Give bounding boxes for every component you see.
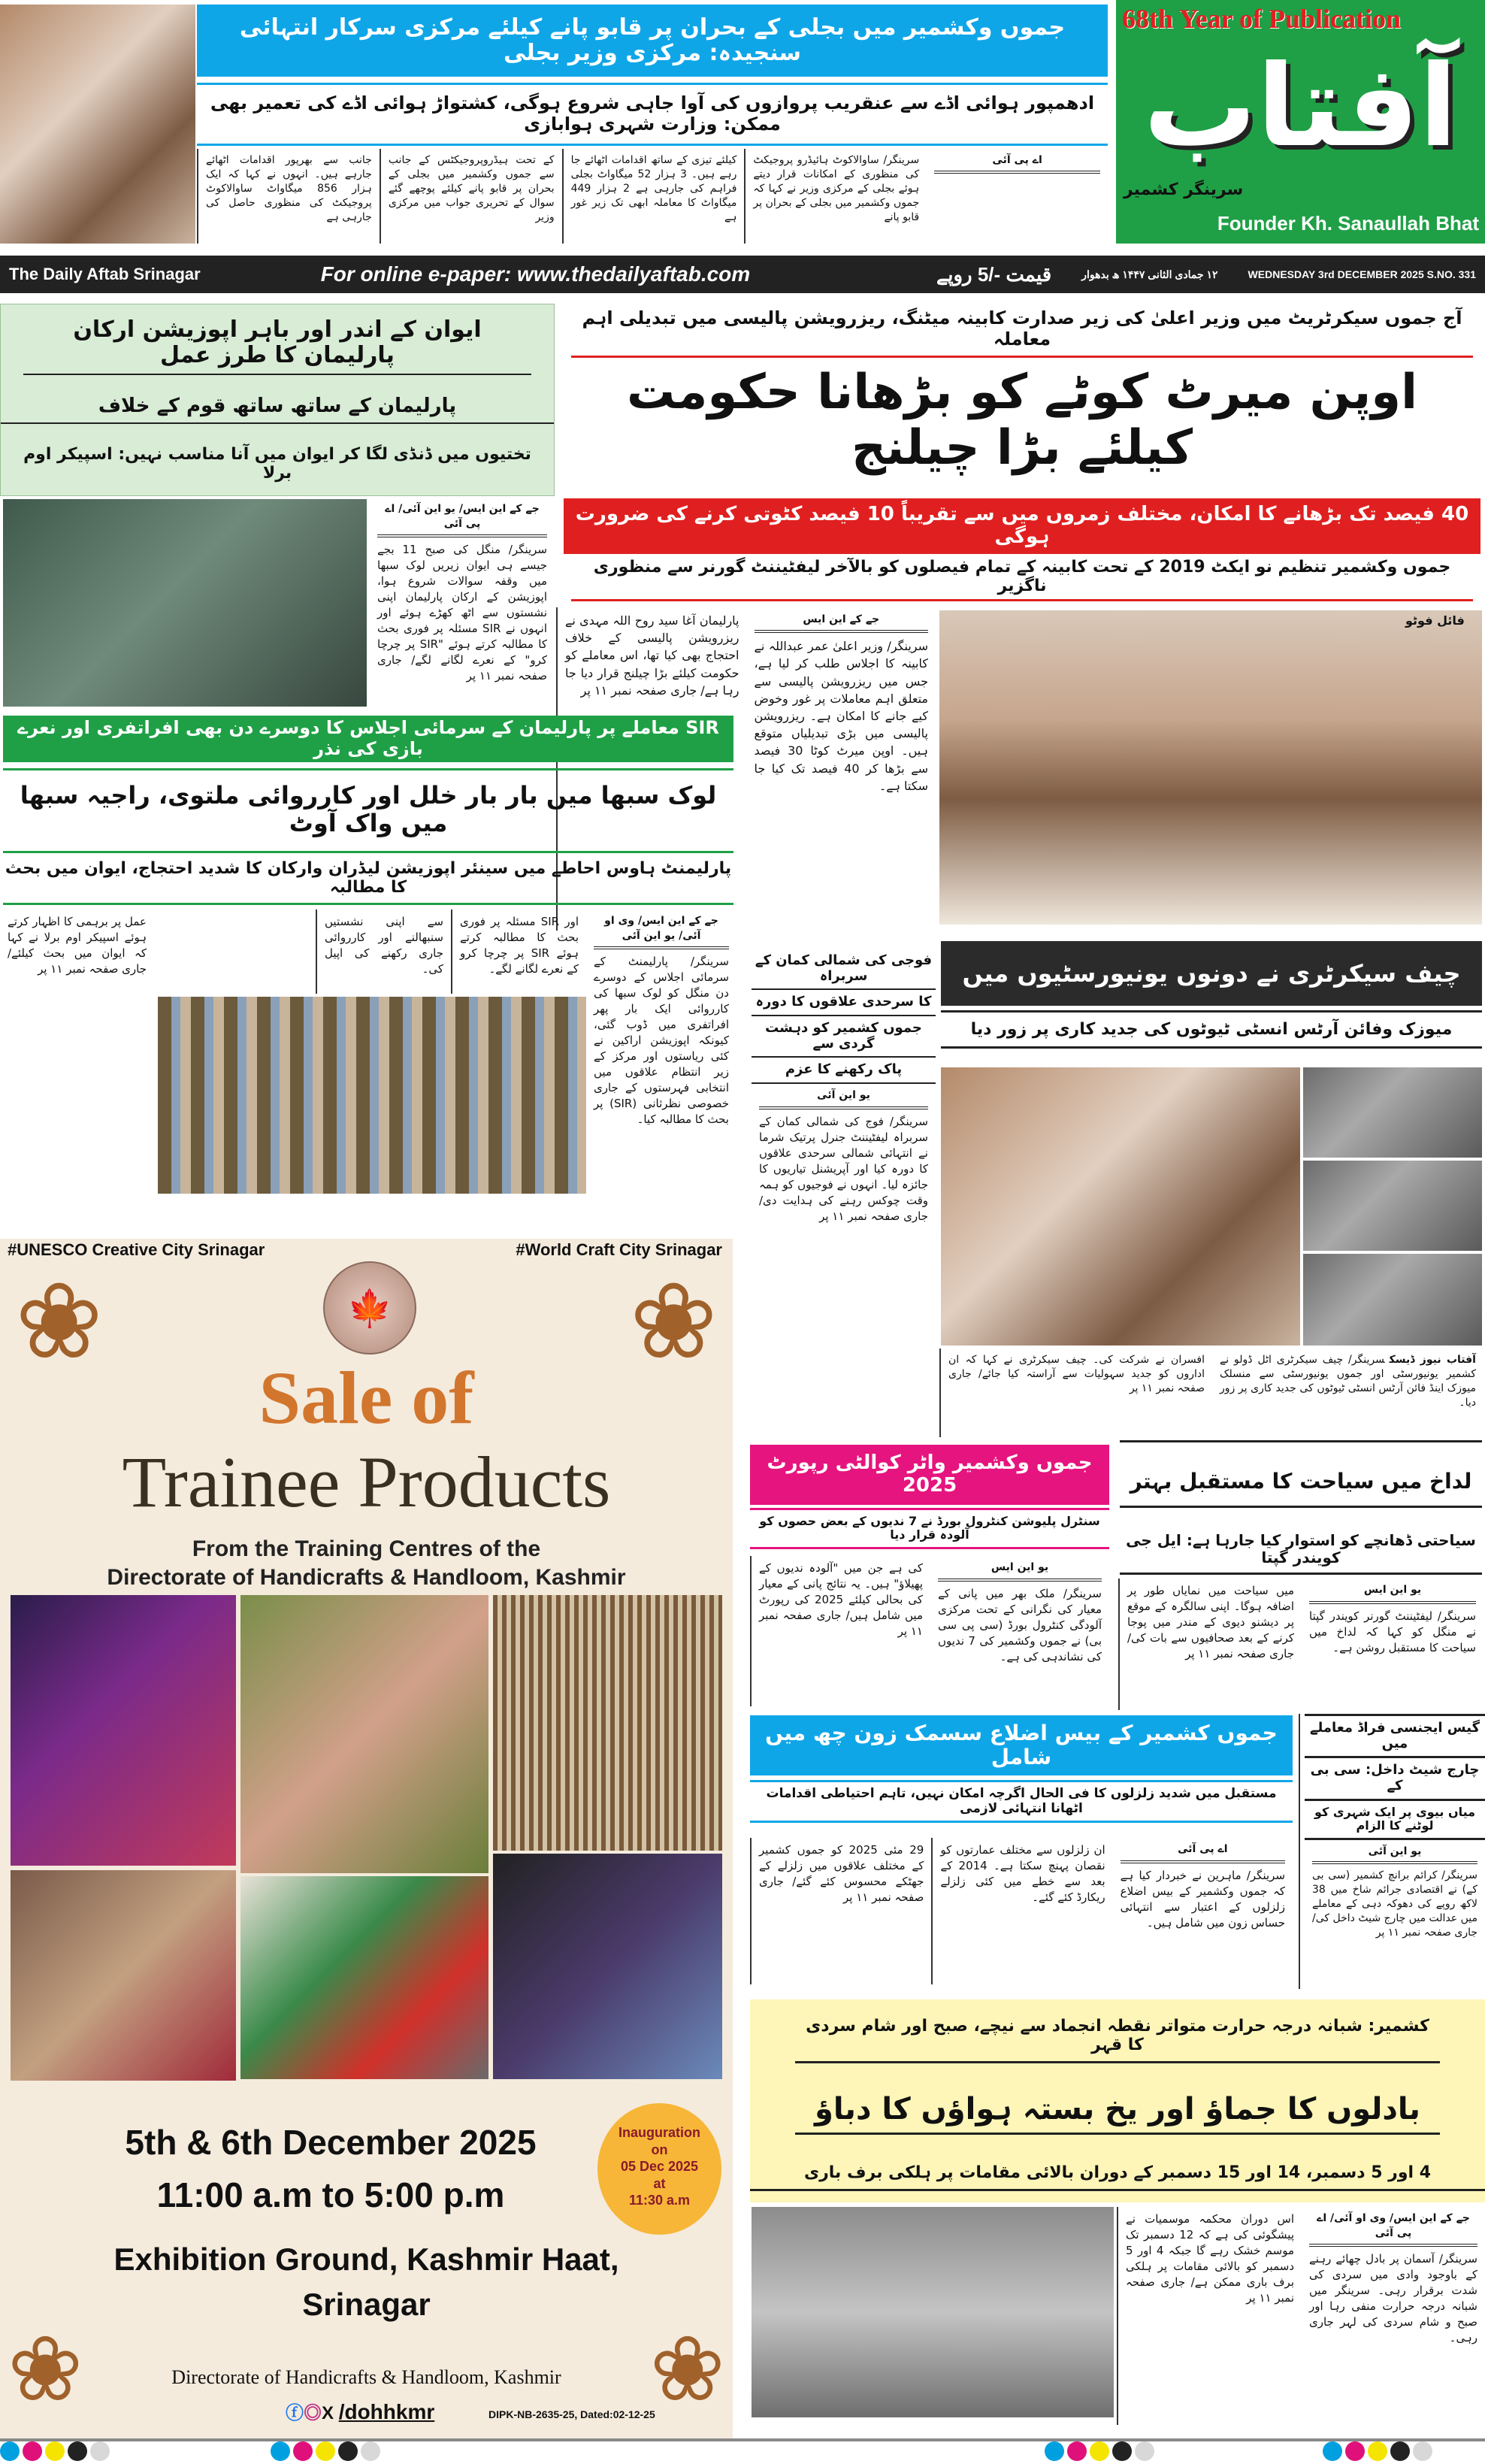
ad-from-line: From the Training Centres of the [192,1536,541,1561]
article-column: اس دوران محکمہ موسمیات نے پیشگوئی کی ہے کہ 12 دسمبر تک موسم خشک رہے گا جبکہ 4 اور 5 دسمبر کو بالائی مقامات پر ہلکی برف باری ممکن ہے/ جاری صفحہ نمبر ۱۱ پر [1117,2207,1302,2425]
cabinet-photo [939,610,1482,925]
social-handle: /dohhkmr [338,2400,435,2423]
social-icons [286,2399,434,2425]
flower-ornament-icon: ❀ [15,1262,104,1380]
registration-dot [45,2441,65,2461]
cs-meeting-photo-2 [1303,1067,1482,1158]
article-column: آفتاب نیوز ڈیسکسرینگر/ چیف سیکرٹری اٹل ڈولو نے کشمیر یونیورسٹی اور جموں یونیورسٹی سے منسلک میوزک اینڈ فائن آرٹس انسٹی ٹیوٹوں کی جدید کاری پر زور دیا۔ [1220,1354,1476,1409]
registration-dot [90,2441,110,2461]
parliament-story [0,304,555,496]
sir-green-bar: SIR معاملے پر پارلیمان کے سرمائی اجلاس کا دوسرے دن بھی افراتفری اور نعرے بازی کی نذر [3,716,733,762]
article-column: اے پی آئی سرینگر/ ماہرین نے خبردار کیا ہے کہ جموں وکشمیر کے بیس اضلاع زلزلوں کے اعتبار سے انتہائی حساس زون میں شامل ہیں۔ [1120,1843,1285,1930]
ad-hashtag: #UNESCO Creative City Srinagar [8,1240,265,1259]
cs-meeting-photo-3 [1303,1161,1482,1251]
registration-dot [293,2441,313,2461]
masthead-logo: آفتاب [1143,41,1458,172]
ad-title-1: Sale of [259,1356,474,1439]
article-column: کے تحت ہیڈروپروجیکٹس کے جانب سے جموں وکشمیر میں بجلی کے بحران پر قابو پانے کیلئے پوچھے گئے سوال کے تحریری جواب میں مرکزی وزیر [380,149,562,244]
ladakh-subheadline: سیاحتی ڈھانچے کو استوار کیا جارہا ہے: ایل جی کویندر گپتا [1120,1526,1482,1575]
top-subheadline: ادھمپور ہوائی اڈے سے عنقریب پروازوں کی آوا جاہی شروع ہوگی، کشتواڑ ہوائی اڈے کی تعمیر بھی ممکن: وزارت شہری ہوابازی [197,83,1108,146]
event-venue: Exhibition Ground, Kashmir Haat, [113,2242,619,2277]
speaker-photo [3,499,367,707]
subheadline: پارلیمان کے ساتھ ساتھ قوم کے خلاف [1,391,554,424]
article-column: 29 مئی 2025 کو جموں کشمیر کے مختلف علاقوں میں زلزلے کے جھٹکے محسوس کئے گئے/ جاری صفحہ نمبر ۱۱ پر [750,1838,931,1984]
cs-subheadline: میوزک وفائن آرٹس انسٹی ٹیوٹوں کی جدید کاری پر زور دیا [941,1010,1482,1049]
registration-dot [1390,2441,1410,2461]
article-column: جے کے این ایس/ وی او آئی/ یو این آئی سرینگر/ پارلیمنٹ کے سرمائی اجلاس کے دوسرے دن منگل کو لوک سبھا کی کارروائی ایک بار پھر افراتفری میں ڈوب گئی، کیونکہ اپوزیشن اراکین نے کئی ریاستوں اور مرکز کے زیر انتظام علاقوں میں انتخابی فہرستوں کے جاری خصوصی نظرثانی (SIR) پر بحث کا مطالبہ کیا۔ [594,915,729,1127]
registration-dot [1045,2441,1064,2461]
flower-ornament-icon: ❀ [629,1262,718,1380]
top-headline: جموں وکشمیر میں بجلی کے بحران پر قابو پانے کیلئے مرکزی سرکار انتہائی سنجیدہ: مرکزی وزیر بجلی [197,5,1108,77]
weather-headline: بادلوں کا جماؤ اور یخ بستہ ہواؤں کا دباؤ [795,2086,1440,2135]
article-column: عمل پر برہمی کا اظہار کرتے ہوئے اسپیکر اوم برلا نے کہا کہ ایوان میں بحث کیلئے/ جاری صفحہ نمبر ۱۱ پر [8,915,147,976]
craft-photo-loom [493,1595,722,1851]
paper-name: The Daily Aftab Srinagar [9,265,201,283]
registration-dot [0,2441,20,2461]
article-column: میں سیاحت میں نمایاں طور پر اضافہ ہوگا۔ اپنی سالگرہ کے موقع پر دیشنو دیوی کے مندر میں پوجا کرنے کے بعد صحافیوں سے بات کی/ جاری صفحہ نمبر ۱۱ پر [1118,1579,1302,1710]
facebook-icon: ⓕ [286,2403,304,2423]
ad-footer: Directorate of Handicrafts & Handloom, Kashmir [171,2366,561,2388]
cs-meeting-photo [941,1067,1300,1346]
seismic-subheadline: مستقبل میں شدید زلزلوں کا فی الحال اگرچہ امکان نہیں، تاہم احتیاطی اقدامات اٹھانا انتہائی لازمی [750,1780,1293,1823]
article-column: کیلئے تیزی کے ساتھ اقدامات اٹھائے جا رہے ہیں۔ 3 ہزار 52 میگاواٹ بجلی فراہم کی جارہی ہے 2 ہزار 449 میگاواٹ کا معاملہ ابھی تک زیر غور ہے [562,149,745,244]
ad-title-2: Trainee Products [122,1442,611,1522]
registration-dot [316,2441,335,2461]
price: قیمت -/5 روپے [936,262,1052,286]
article-column: یو این ایس سرینگر/ ملک بھر میں پانی کے معیار کی نگرانی کے تحت مرکزی آلودگی کنٹرول بورڈ (سی پی سی بی) نے جموں وکشمیر کی 7 ندیوں کی نشاندہی کی ہے۔ [938,1561,1102,1663]
x-icon: X [322,2403,334,2423]
masthead-urdu-tag: سرینگر کشمیر [1124,180,1244,199]
info-strip [0,256,1485,293]
cs-headline: چیف سیکرٹری نے دونوں یونیورسٹیوں میں [941,941,1482,1006]
water-headline: جموں وکشمیر واٹر کوالٹی رپورٹ 2025 [750,1445,1109,1505]
article-column: سرینگر/ ساوالاکوٹ ہائیڈرو پروجیکٹ کی منظوری کے امکانات قرار دیتے ہوئے بجلی کے مرکزی وزیر نے کہا کہ جموں وکشمیر میں بجلی کے بحران پر قابو پانے [744,149,927,244]
photo-credit: فائل فوٹو [1405,613,1465,628]
lead-headline: اوپن میرٹ کوٹے کو بڑھانا حکومت کیلئے بڑا چیلنج [627,365,1417,476]
parliament-body: جے کے این ایس/ یو این آئی/ اے پی آئی سرینگر/ منگل کی صبح 11 بجے جیسے ہی ایوان زیریں لوک سبھا میں وقفہ سوالات شروع ہوا، اپوزیشن کے ارکان پارلیمان اپنی نشستوں سے اٹھ کھڑے ہوئے اور انہوں نے SIR مسئلہ پر فوری بحث کا مطالبہ کرتے ہوئے "SIR پر چرچا کرو" کے نعرے لگانے لگے/ جاری صفحہ نمبر ۱۱ پر [377,503,547,683]
army-body: یو این آئی سرینگر/ فوج کی شمالی کمان کے سربراہ لیفٹیننٹ جنرل پرتیک شرما نے انتہائی شمالی سرحدی علاقوں کا دورہ کیا اور آپریشنل تیاریوں کا جائزہ لیا۔ انہوں نے فوجیوں کو ہمہ وقت چوکس رہنے کی ہدایت دی/ جاری صفحہ نمبر ۱۱ پر [759,1089,928,1223]
epaper-link[interactable]: For online e-paper: www.thedailyaftab.com [320,262,751,286]
craft-photo-carpet [493,1854,722,2079]
event-time: 11:00 a.m to 5:00 p.m [156,2175,505,2214]
registration-dot [23,2441,42,2461]
article-column: کی ہے جن میں "آلودہ ندیوں کے پھیلاؤ" ہیں۔ یہ نتائج پانی کے معیار کی بحالی کیلئے 2025 کی رپورٹ میں شامل ہیں/ جاری صفحہ نمبر ۱۱ پر [750,1556,930,1706]
craft-photo-bag [11,1595,236,1866]
article-column: یو این ایس سرینگر/ لیفٹیننٹ گورنر کویندر گپتا نے منگل کو کہا کہ لداخ میں سیاحت کا مستقبل روشن ہے۔ [1309,1584,1476,1654]
article-column: جے کے این ایس/ وی او آئی/ اے پی آئی سرینگر/ آسمان پر بادل چھائے رہنے کے باوجود وادی میں سردی کی شدت برقرار رہی۔ سرینگر میں شبانہ درجہ حرارت منفی رہا اور صبح و شام سردی کی لہر جاری رہی۔ [1309,2212,1477,2345]
hijri-date: ۱۲ جمادی الثانی ۱۴۴۷ ھ بدھوار [1081,268,1218,280]
gas-agency-story: گیس ایجنسی فراڈ معاملے میں چارج شیٹ داخل: سی بی کے میاں بیوی پر ایک شہری کو لوٹنے کا الزام یو این آئی سرینگر/ کرائم برانچ کشمیر (سی بی کے) نے اقتصادی جرائم شاخ میں 38 لاکھ روپے کی دھوکہ دہی کے معاملے میں عدالت میں چارج شیٹ داخل کی/ جاری صفحہ نمبر ۱۱ پر [1299,1714,1485,1989]
registration-dot [1135,2441,1154,2461]
handicrafts-ad [0,1239,733,2438]
registration-dot [271,2441,290,2461]
lok-sabha-photo [158,997,586,1194]
registration-group [0,2441,113,2464]
lead-red-bar: 40 فیصد تک بڑھانے کا امکان، مختلف زمروں میں سے تقریباً 10 فیصد کٹوتی کرنے کی ضرورت ہوگی [564,498,1480,554]
article-column: جے کے این ایس سرینگر/ وزیر اعلیٰ عمر عبداللہ نے کابینہ کا اجلاس طلب کر لیا ہے، جس میں ریزرویشن پالیسی سے متعلق اہم معاملات پر غور وخوض کیے جانے کا امکان ہے۔ ریزرویشن پالیسی میں بڑی تبدیلیاں متوقع ہیں۔ اوپن میرٹ کوٹا 30 فیصد سے بڑھا کر 40 فیصد تک کیا جا سکتا ہے۔ [754,613,929,793]
article-column: اور SIR مسئلہ پر فوری بحث کا مطالبہ کرتے ہوئے SIR پر چرچا کرو کے نعرے لگانے لگے۔ [451,910,586,994]
registration-dot [68,2441,87,2461]
issue-date: WEDNESDAY 3rd DECEMBER 2025 S.NO. 331 [1248,268,1476,280]
article-column: افسران نے شرکت کی۔ چیف سیکرٹری نے کہا کہ ان اداروں کو جدید سہولیات سے آراستہ کیا جائے/ جاری صفحہ نمبر ۱۱ پر [939,1349,1212,1437]
registration-dot [338,2441,358,2461]
inauguration-badge: Inauguration on 05 Dec 2025 at 11:30 a.m [597,2103,721,2235]
craft-photo-basket [11,1870,236,2081]
article-column: پارلیمان آغا سید روح اللہ مہدی نے ریزرویشن پالیسی کے خلاف احتجاج بھی کیا تھا، اس معاملے کو حکومت کیلئے بڑا چیلنج قرار دیا جا رہا ہے/ جاری صفحہ نمبر ۱۱ پر [556,607,747,931]
minister-photo [0,5,195,244]
registration-dot [361,2441,380,2461]
sir-subheadline: پارلیمنٹ ہاوس احاطے میں سینئر اپوزیشن لیڈران وارکان کا شدید احتجاج، ایوان میں بحث کا مطالبہ [3,851,733,905]
ad-from-line: Directorate of Handicrafts & Handloom, Kashmir [107,1565,626,1590]
article-column: ان زلزلوں سے مختلف عمارتوں کو نقصان پہنچ سکتا ہے۔ 2014 کے بعد سے خطے میں کئی زلزلے ریکارڈ کئے گئے۔ [931,1838,1112,1984]
registration-group [271,2441,383,2464]
registration-dot [1345,2441,1365,2461]
ad-reference: DIPK-NB-2635-25, Dated:02-12-25 [488,2408,655,2420]
craft-photo-embroidery [240,1595,488,1873]
army-story: فوجی کی شمالی کمان کے سربراہ کا سرحدی علاقوں کا دورہ جموں کشمیر کو دہشت گردی سے پاک رکھنے کا عزم یو این آئی سرینگر/ فوج کی شمالی کمان کے سربراہ لیفٹیننٹ جنرل پرتیک شرما نے انتہائی شمالی سرحدی علاقوں کا دورہ کیا اور آپریشنل تیاریوں کا جائزہ لیا۔ انہوں نے فوجیوں کو ہمہ وقت چوکس رہنے کی ہدایت دی/ جاری صفحہ نمبر ۱۱ پر [752,949,936,1421]
print-registration-marks [0,2438,1485,2459]
snow-photo [752,2207,1114,2417]
flower-ornament-icon: ❀ [8,2319,83,2420]
registration-dot [1413,2441,1432,2461]
byline: اے پی آئی [934,153,1100,174]
lead-subheadline: جموں وکشمیر تنظیم نو ایکٹ 2019 کے تحت کابینہ کے تمام فیصلوں کو بالآخر لیفٹیننٹ گورنر سے منظوری ناگزیر [571,558,1473,601]
weather-subheadline: 4 اور 5 دسمبر، 14 اور 15 دسمبر کے دوران بالائی مقامات پر ہلکی برف باری [750,2157,1485,2190]
publication-year: 68th Year of Publication [1122,4,1402,34]
speaker-quote: تختیوں میں ڈنڈی لگا کر ایوان میں آنا مناسب نہیں: اسپیکر اوم برلا [23,444,531,483]
instagram-icon: ◎ [304,2403,322,2423]
weather-story [750,1999,1485,2202]
headline: ایوان کے اندر اور باہر اپوزیشن ارکان پارلیمان کا طرز عمل [23,313,531,375]
water-subheadline: سنٹرل پلیوشن کنٹرول بورڈ نے 7 ندیوں کے بعض حصوں کو آلودہ قرار دیا [750,1508,1109,1549]
registration-group [1045,2441,1157,2464]
masthead [1116,0,1485,244]
registration-dot [1323,2441,1342,2461]
flower-ornament-icon: ❀ [649,2319,725,2420]
cs-meeting-photo-4 [1303,1254,1482,1346]
lead-kicker: آج جموں سیکرٹریٹ میں وزیر اعلیٰ کی زیر صدارت کابینہ میٹنگ، ریزرویشن پالیسی میں تبدیلی اہم معاملہ [571,308,1473,358]
craft-photo-papier-mache [240,1876,488,2079]
registration-dot [1067,2441,1087,2461]
registration-dot [1368,2441,1387,2461]
founder-line: Founder Kh. Sanaullah Bhat [1217,212,1479,235]
event-venue-city: Srinagar [302,2287,431,2322]
ad-hashtag: #World Craft City Srinagar [516,1240,722,1259]
ladakh-headline: لداخ میں سیاحت کا مستقبل بہتر [1120,1440,1482,1508]
registration-group [1323,2441,1435,2464]
sir-headline: لوک سبھا میں بار بار خلل اور کارروائی ملتوی، راجیہ سبھا میں واک آوٹ [3,768,733,848]
directorate-seal: 🍁 [323,1261,416,1355]
article-column: جانب سے بھرپور اقدامات اٹھائے جارہے ہیں۔ انہوں نے کہا کہ ایک ہزار 856 میگاواٹ ساوالاکوٹ پروجیکٹ کی منظوری حاصل کی جارہی ہے [197,149,380,244]
weather-kicker: کشمیر: شبانہ درجہ حرارت متواتر نقطہ انجماد سے نیچے، صبح اور شام سردی کا قہر [795,2011,1440,2063]
registration-dot [1112,2441,1132,2461]
event-dates: 5th & 6th December 2025 [125,2123,537,2162]
registration-dot [1090,2441,1109,2461]
seismic-headline: جموں کشمیر کے بیس اضلاع سسمک زون چھ میں شامل [750,1715,1293,1775]
article-column: سے اپنی نشستیں سنبھالنے اور کارروائی جاری رکھنے کی اپیل کی۔ [316,910,451,994]
